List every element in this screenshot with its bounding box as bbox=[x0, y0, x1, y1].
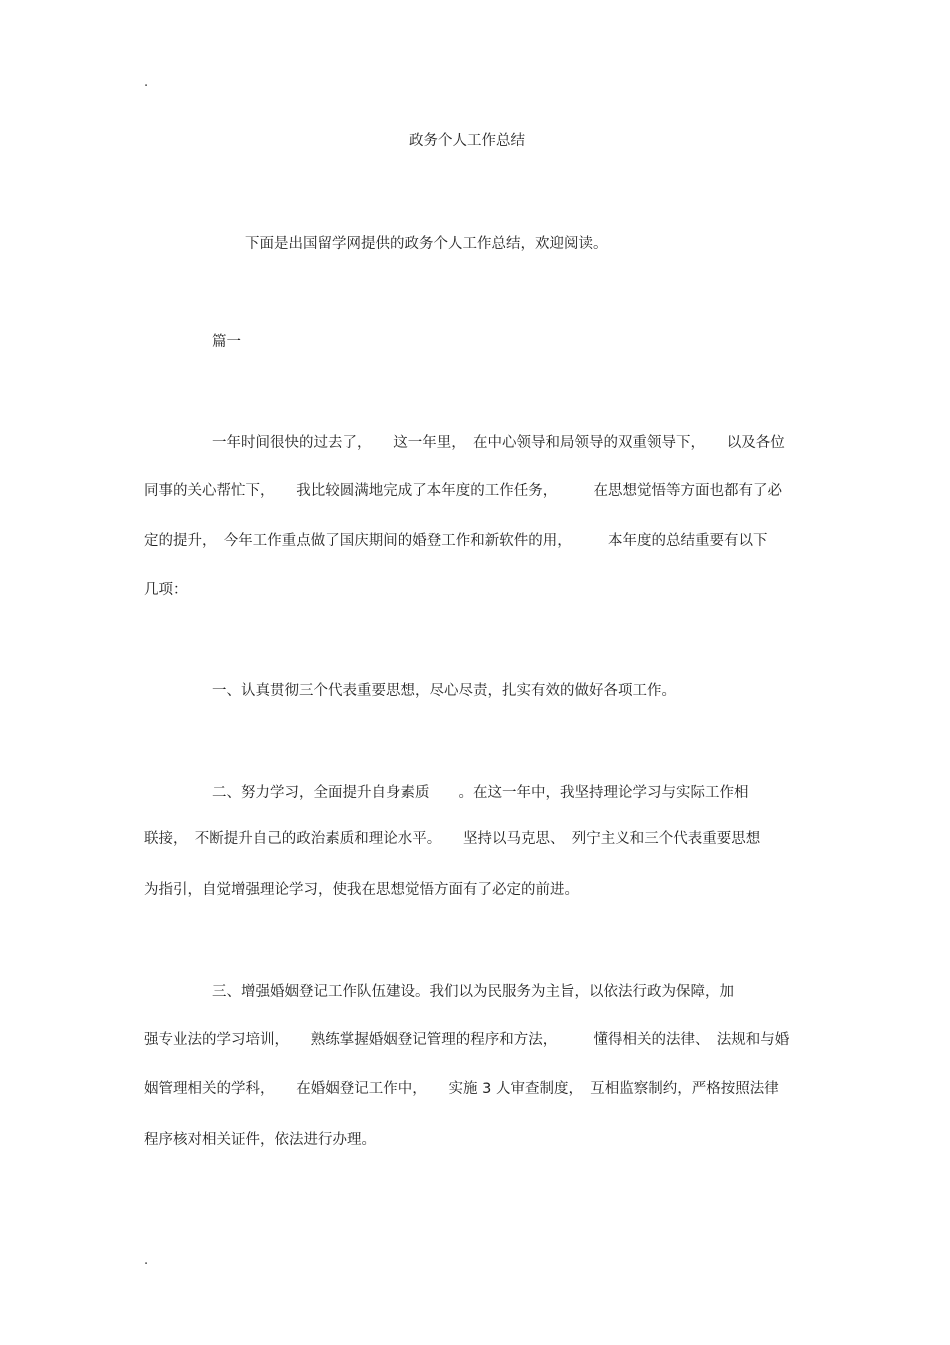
paragraph1-line: 定的提升， 今年工作重点做了国庆期间的婚登工作和新软件的用， 本年度的总结重要有以下 bbox=[144, 533, 768, 549]
section-heading: 篇一 bbox=[212, 334, 241, 350]
page-bottom-marker: . bbox=[144, 1253, 149, 1268]
point3-line: 程序核对相关证件，依法进行办理。 bbox=[144, 1132, 376, 1148]
point2-line: 二、努力学习，全面提升自身素质 。在这一年中，我坚持理论学习与实际工作相 bbox=[212, 785, 749, 801]
point1-text: 一、认真贯彻三个代表重要思想，尽心尽责，扎实有效的做好各项工作。 bbox=[212, 683, 676, 699]
document-title: 政务个人工作总结 bbox=[409, 133, 525, 149]
point2-line: 联接， 不断提升自己的政治素质和理论水平。 坚持以马克思、 列宁主义和三个代表重要思想 bbox=[144, 831, 761, 847]
intro-text: 下面是出国留学网提供的政务个人工作总结，欢迎阅读。 bbox=[245, 236, 608, 252]
point3-line: 三、增强婚姻登记工作队伍建设。我们以为民服务为主旨，以依法行政为保障，加 bbox=[212, 984, 734, 1000]
point2-line: 为指引，自觉增强理论学习，使我在思想觉悟方面有了必定的前进。 bbox=[144, 882, 579, 898]
paragraph1-line: 几项： bbox=[144, 582, 188, 598]
page-top-marker: . bbox=[144, 75, 149, 90]
point3-line: 姻管理相关的学科， 在婚姻登记工作中， 实施 3 人审查制度， 互相监察制约，严格按照法律 bbox=[144, 1081, 779, 1097]
paragraph1-line: 同事的关心帮忙下， 我比较圆满地完成了本年度的工作任务， 在思想觉悟等方面也都有了必 bbox=[144, 483, 782, 499]
paragraph1-line: 一年时间很快的过去了， 这一年里， 在中心领导和局领导的双重领导下， 以及各位 bbox=[212, 435, 785, 451]
point3-line: 强专业法的学习培训， 熟练掌握婚姻登记管理的程序和方法， 懂得相关的法律、 法规和与婚 bbox=[144, 1032, 790, 1048]
